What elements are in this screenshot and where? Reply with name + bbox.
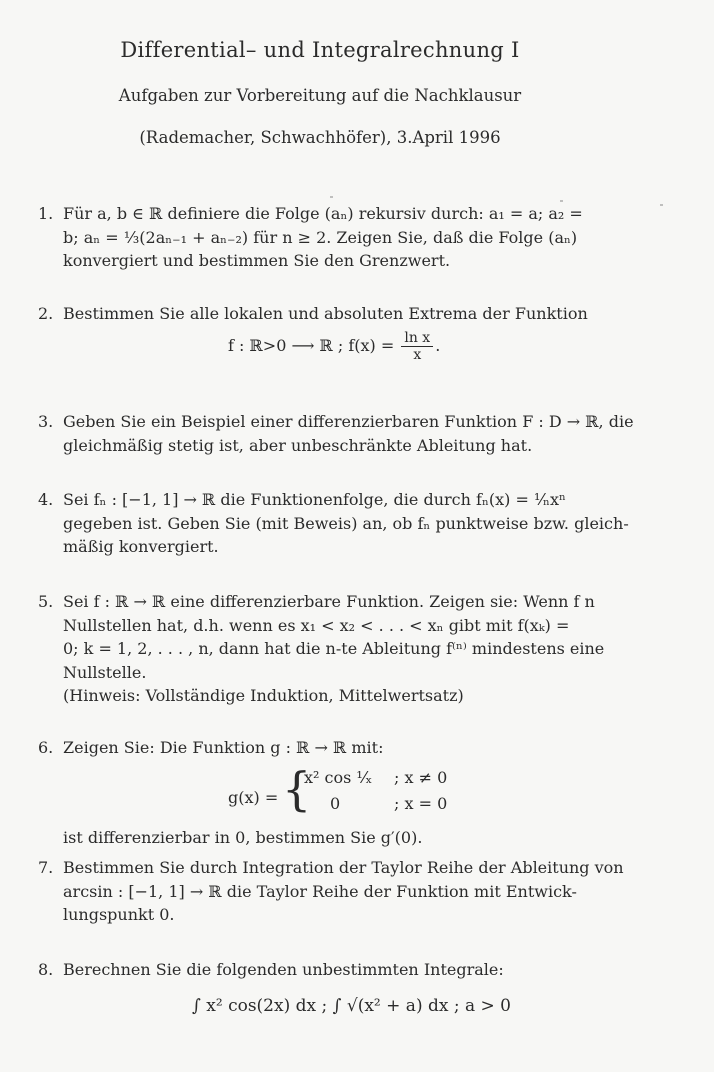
problem-text-line: konvergiert und bestimmen Sie den Grenzwert.: [63, 251, 451, 270]
problem-text-line: Sei f : ℝ → ℝ eine differenzierbare Funktion. Zeigen sie: Wenn f n: [63, 592, 595, 611]
problem-text-line: arcsin : [−1, 1] → ℝ die Taylor Reihe der Funktion mit Entwick-: [63, 881, 577, 901]
problem-text-line: Sei fₙ : [−1, 1] → ℝ die Funktionenfolge, die durch fₙ(x) = ¹⁄ₙxⁿ: [63, 490, 566, 509]
authors-date: (Rademacher, Schwachhöfer), 3.April 1996: [139, 128, 501, 147]
case-1-expr: x² cos ¹⁄ₓ: [304, 768, 373, 787]
problem-text-line: b; aₙ = ⅓(2aₙ₋₁ + aₙ₋₂) für n ≥ 2. Zeigen Sie, daß die Folge (aₙ): [63, 227, 578, 247]
fraction-numerator: ln x: [401, 330, 433, 347]
problem-number: 5.: [38, 592, 54, 611]
problem-text-line: mäßig konvergiert.: [63, 537, 219, 556]
problem-text-line: gegeben ist. Geben Sie (mit Beweis) an, ob fₙ punktweise bzw. gleich-: [63, 513, 629, 533]
case-2-expr: 0: [330, 794, 341, 813]
g-lhs: g(x) =: [228, 788, 279, 807]
problem-number: 8.: [38, 960, 54, 979]
case-1-cond: ; x ≠ 0: [394, 768, 448, 787]
problem-text-line: Nullstelle.: [63, 662, 147, 682]
problem-text-line: lungspunkt 0.: [63, 905, 175, 924]
problem-number: 3.: [38, 412, 54, 431]
problem-text-line: Berechnen Sie die folgenden unbestimmten Integrale:: [63, 960, 504, 979]
problem-text-line: Nullstellen hat, d.h. wenn es x₁ < x₂ < . . . < xₙ gibt mit f(xₖ) =: [63, 615, 570, 635]
problem-number: 2.: [38, 304, 54, 323]
fraction-denominator: x: [413, 347, 422, 363]
problem-text-line: gleichmäßig stetig ist, aber unbeschränkte Ableitung hat.: [63, 435, 533, 455]
problem-text-line: Bestimmen Sie alle lokalen und absoluten Extrema der Funktion: [63, 304, 588, 323]
formula-2: f : ℝ>0 ⟶ ℝ ; f(x) = $\frac{\text{ln x}}{x}$ .: [228, 330, 441, 363]
problem-number: 1.: [38, 204, 54, 223]
problem-text-line: 0; k = 1, 2, . . . , n, dann hat die n-te Ableitung f⁽ⁿ⁾ mindestens eine: [63, 639, 605, 658]
fraction: [401, 330, 433, 363]
problem-text-line: ist differenzierbar in 0, bestimmen Sie g′(0).: [63, 828, 423, 847]
problem-text-line: Geben Sie ein Beispiel einer differenzierbaren Funktion F : D → ℝ, die: [63, 412, 634, 431]
case-2-cond: ; x = 0: [394, 794, 448, 813]
scan-speck: [660, 204, 663, 206]
integrals-formula: ∫ x² cos(2x) dx ; ∫ √(x² + a) dx ; a > 0: [192, 996, 511, 1016]
problem-number: 4.: [38, 490, 54, 509]
page-title: Differential– und Integralrechnung I: [120, 38, 520, 62]
cases-brace: {: [282, 762, 312, 816]
problem-text-line: Zeigen Sie: Die Funktion g : ℝ → ℝ mit:: [63, 738, 384, 757]
scan-speck: [330, 196, 333, 198]
problem-number: 6.: [38, 738, 54, 757]
formula-left: f : ℝ>0 ⟶ ℝ ; f(x) =: [228, 336, 395, 355]
hint-line: (Hinweis: Vollständige Induktion, Mittelwertsatz): [63, 686, 464, 705]
page-subtitle: Aufgaben zur Vorbereitung auf die Nachklausur: [118, 86, 522, 105]
problem-number: 7.: [38, 858, 54, 877]
problem-text-line: Bestimmen Sie durch Integration der Taylor Reihe der Ableitung von: [63, 858, 624, 877]
problem-text-line: Für a, b ∈ ℝ definiere die Folge (aₙ) rekursiv durch: a₁ = a; a₂ =: [63, 204, 583, 223]
